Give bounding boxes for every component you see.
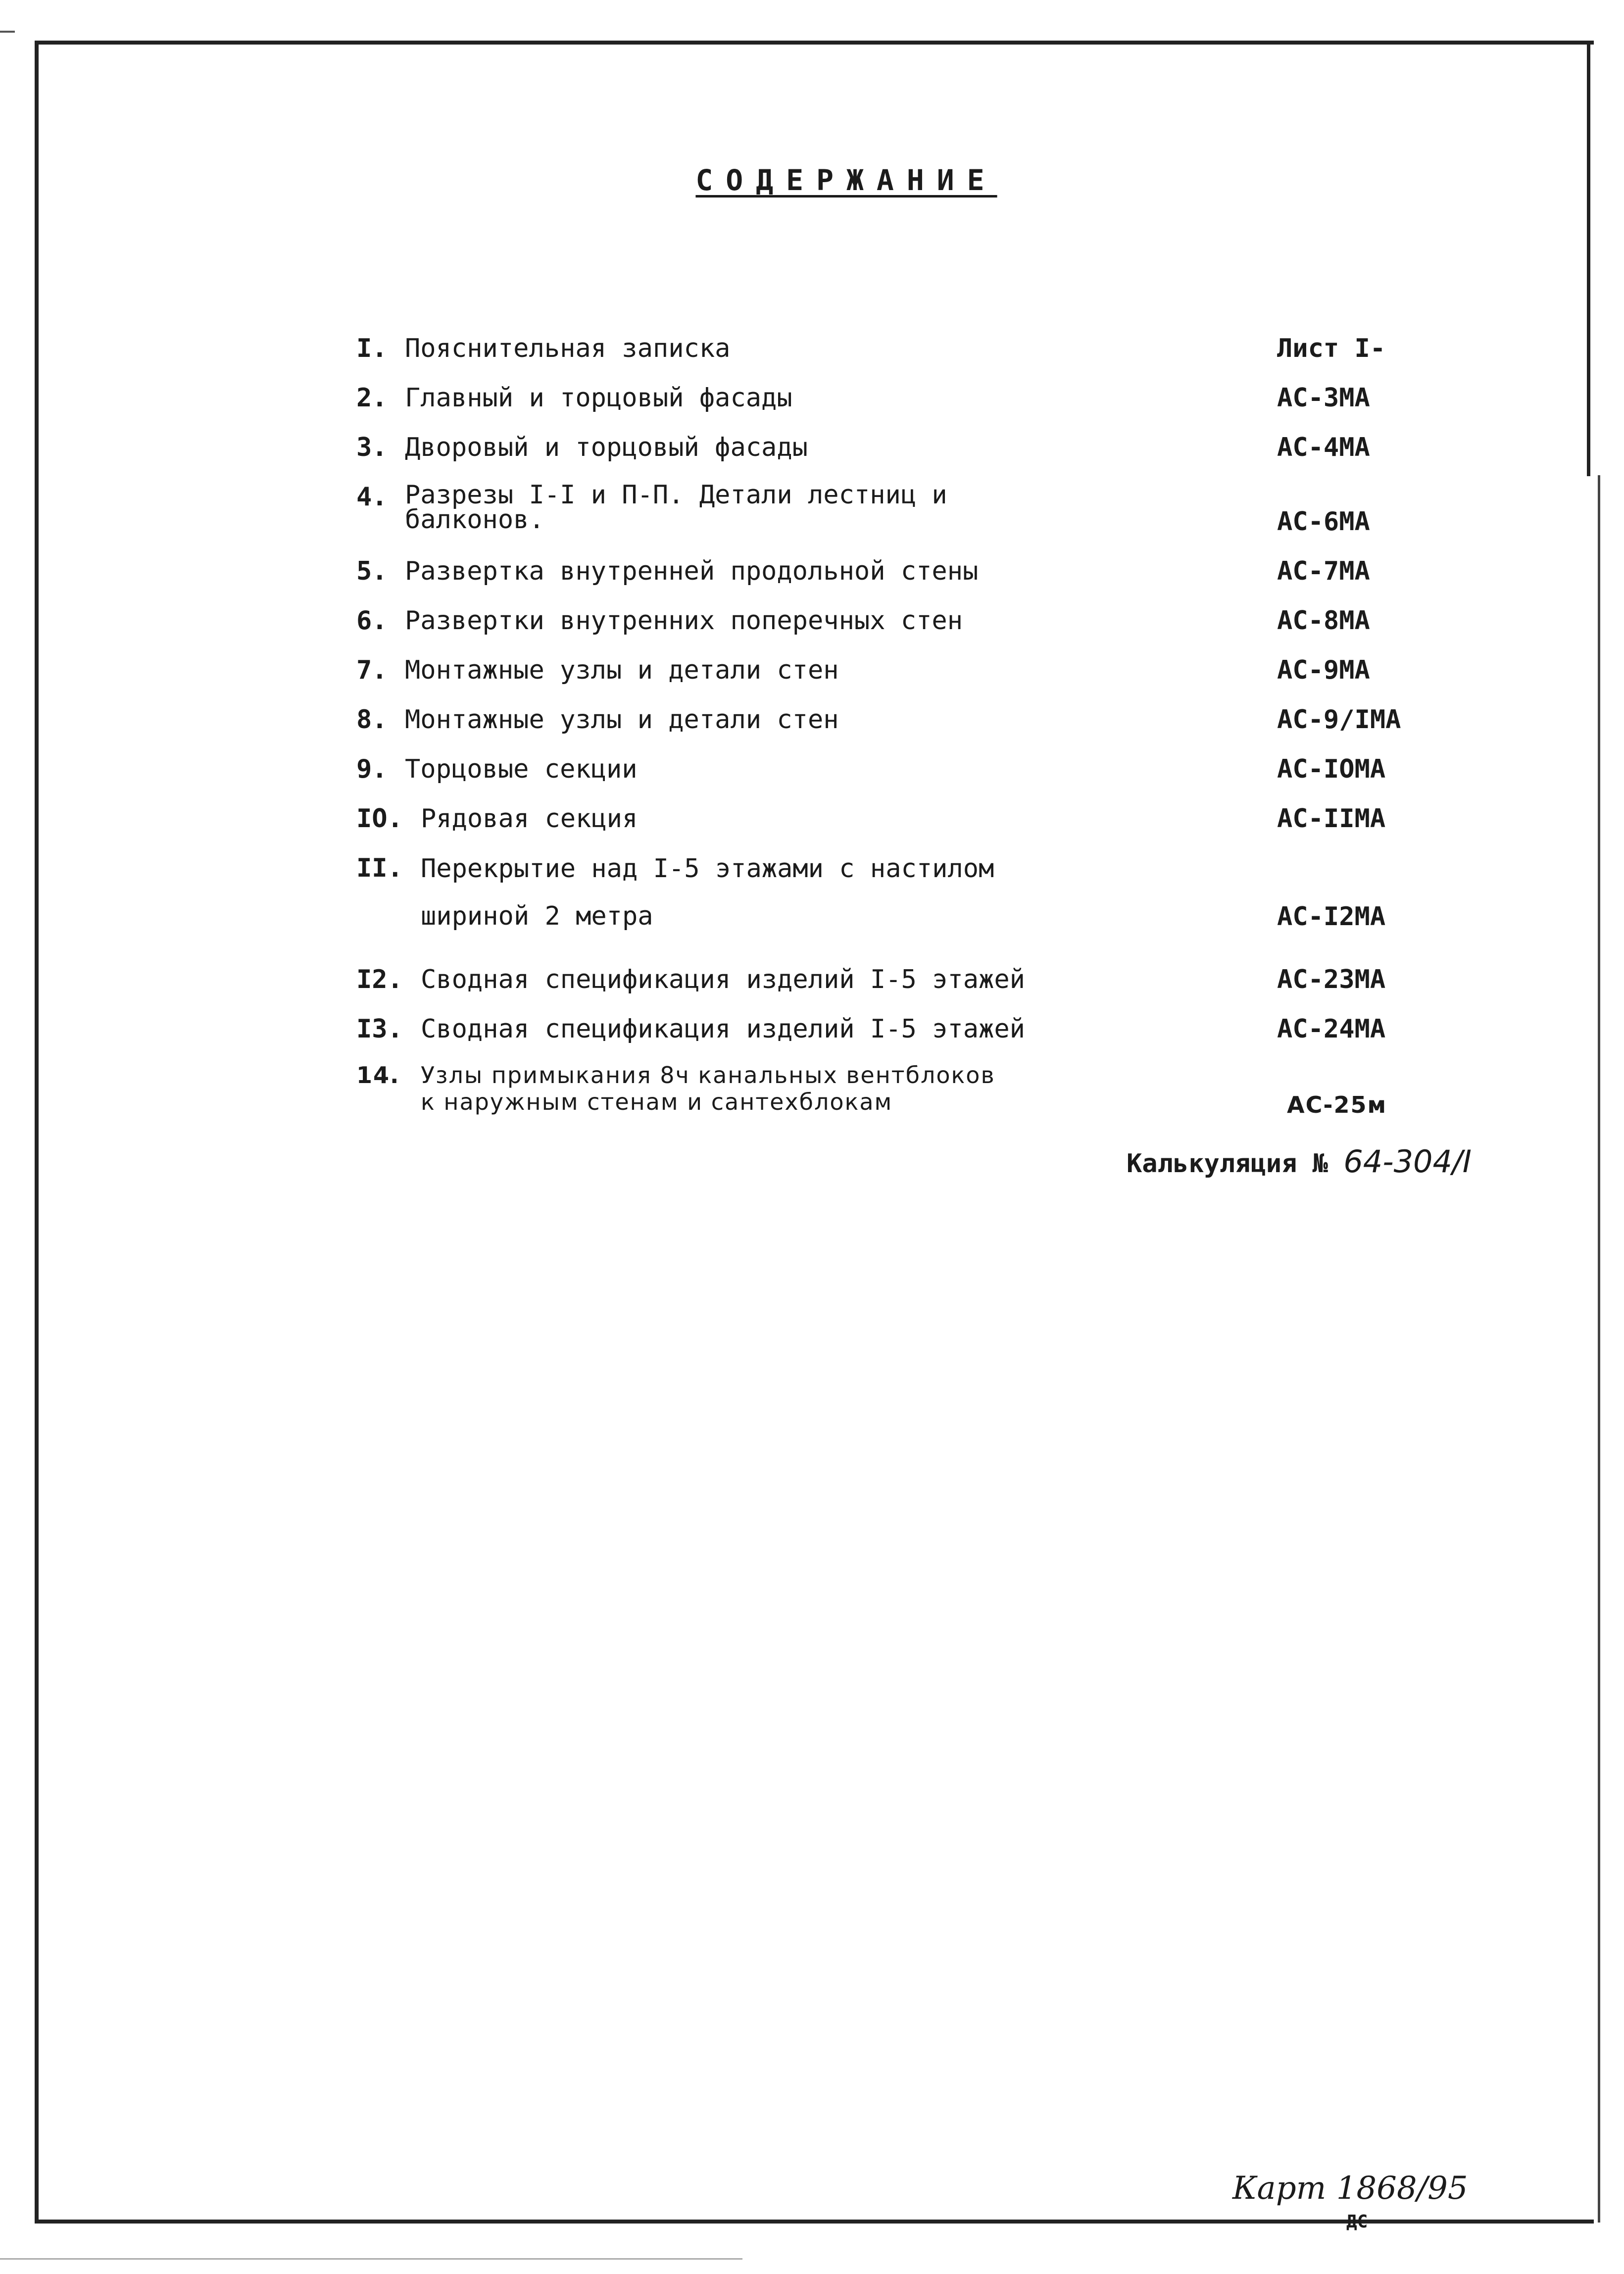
calculation-suffix: /I	[1452, 1143, 1472, 1180]
item-sheet-code: АС-9/IМА	[1277, 705, 1401, 735]
item-number: 6.	[356, 606, 388, 636]
item-title: Дворовый и торцовый фасады	[405, 433, 808, 462]
item-title: Пояснительная записка	[405, 334, 731, 363]
item-title: Перекрытие над I-5 этажами с настилом шириной 2 метра	[421, 854, 994, 931]
item-number: 5.	[356, 556, 388, 586]
frame-left-line	[35, 41, 39, 2224]
item-sheet-code: АС-IОМА	[1277, 754, 1386, 784]
item-title: Рядовая секция	[421, 804, 638, 834]
item-number: 4.	[356, 482, 388, 512]
item-title: Разрезы I-I и П-П. Детали лестниц и балконов.	[405, 480, 947, 535]
item-title: Торцовые секции	[405, 754, 638, 784]
item-number: I2.	[356, 965, 403, 994]
item-number: 2.	[356, 383, 388, 413]
item-sheet-code: АС-25м	[1287, 1091, 1387, 1118]
item-number: II.	[356, 853, 403, 883]
item-sheet-code: АС-I2МА	[1277, 902, 1386, 932]
item-sheet-code: АС-6МА	[1277, 507, 1370, 537]
item-title: Главный и торцовый фасады	[405, 383, 792, 413]
item-number: 14.	[356, 1062, 400, 1088]
item-number: 9.	[356, 754, 388, 784]
item-number: I.	[356, 334, 388, 363]
frame-top-line	[35, 41, 1594, 45]
item-title: Развертка внутренней продольной стены	[405, 556, 979, 586]
frame-right-lower-line	[1598, 475, 1600, 2223]
item-sheet-code: АС-4МА	[1277, 433, 1370, 462]
item-number: 3.	[356, 433, 388, 462]
scan-mark	[0, 31, 15, 33]
item-sheet-code: АС-7МА	[1277, 556, 1370, 586]
item-sheet-code: Лист I-	[1277, 334, 1386, 363]
archive-card-sub: ДС	[1346, 2212, 1368, 2232]
item-title: Узлы примыкания 8ч канальных вентблоков к наружным стенам и сантехблокам	[421, 1062, 995, 1115]
archive-card-note: Карт 1868/95	[1232, 2170, 1468, 2207]
item-title: Монтажные узлы и детали стен	[405, 655, 839, 685]
item-sheet-code: АС-3МА	[1277, 383, 1370, 413]
item-number: I3.	[356, 1014, 403, 1044]
item-title: Сводная спецификация изделий I-5 этажей	[421, 965, 1025, 994]
calculation-number: 64-304	[1343, 1143, 1452, 1180]
item-sheet-code: АС-9МА	[1277, 655, 1370, 685]
item-number: 7.	[356, 655, 388, 685]
item-sheet-code: АС-8МА	[1277, 606, 1370, 636]
item-number: IO.	[356, 804, 403, 834]
item-title: Развертки внутренних поперечных стен	[405, 606, 963, 636]
item-sheet-code: АС-IIМА	[1277, 804, 1386, 834]
calculation-label: Калькуляция №	[1127, 1149, 1328, 1179]
item-number: 8.	[356, 705, 388, 735]
item-sheet-code: АС-24МА	[1277, 1014, 1386, 1044]
item-title: Сводная спецификация изделий I-5 этажей	[421, 1014, 1025, 1044]
scan-mark	[0, 2258, 742, 2260]
calculation-reference	[1127, 1143, 1472, 1180]
page-title: СОДЕРЖАНИЕ	[695, 163, 997, 197]
item-sheet-code: АС-23МА	[1277, 965, 1386, 994]
item-title: Монтажные узлы и детали стен	[405, 705, 839, 735]
frame-right-upper-line	[1587, 41, 1590, 476]
